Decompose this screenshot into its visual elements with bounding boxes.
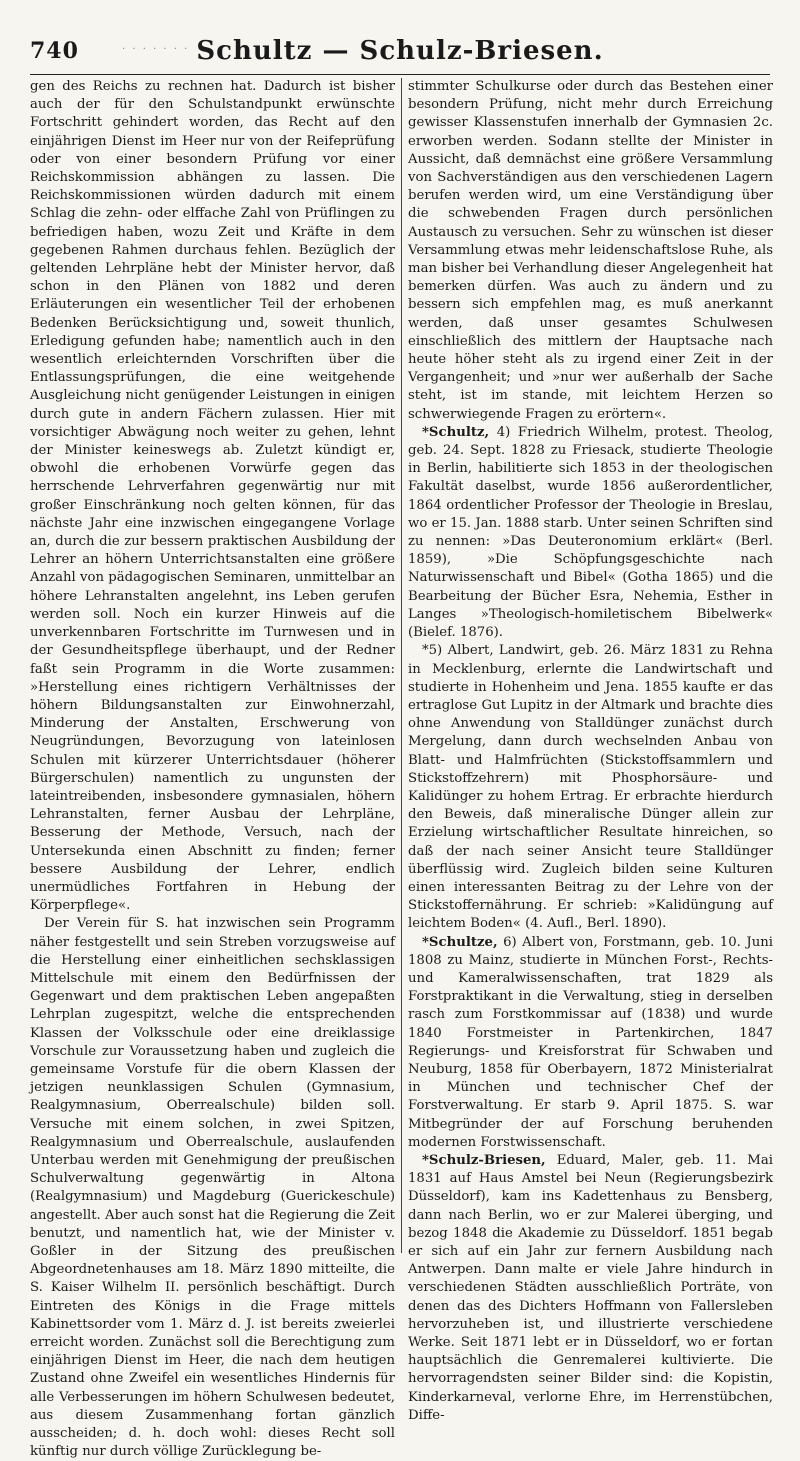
paragraph: stimmter Schulkurse oder durch das Bestehen einer besondern Prüfung, nicht mehr durch Erreichung gewisser Klassenstufen innerhalb der Gymnasien 2c. erworben werden. Sodann stellte der Minister in Aussicht, daß demnächst eine größere Versammlung von Sachverständigen aus den verschiedenen Lagern berufen werden wird, um eine Verständigung über die schwebenden Fragen durch persönlichen Austausch zu versuchen. Sehr zu wünschen ist dieser Versammlung etwas mehr leidenschaftslose Ruhe, als man bisher bei Verhandlung dieser Angelegenheit hat bemerken dürfen. Was auch zu ändern und zu bessern sich empfehlen mag, es muß anerkannt werden, daß unser gesamtes Schulwesen einschließlich des mittlern der Hauptsache nach heute höher steht als zu irgend einer Zeit in der Vergangenheit; und »nur wer außerhalb der Sache steht, ist im stande, mit leichtem Herzen so schwerwiegende Fragen zu erörtern«. — [408, 79, 773, 422]
entry-text: 4) Friedrich Wilhelm, protest. Theolog, geb. 24. Sept. 1828 zu Friesack, studierte Theologie in Berlin, habilitierte sich 1853 in der theologischen Fakultät daselbst, wurde 1856 außerordentlicher, 1864 ordentlicher Professor der Theologie in Breslau, wo er 15. Jan. 1888 starb. Unter seinen Schriften sind zu nennen: »Das Deuteronomium erklärt« (Berl. 1859), »Die Schöpfungsgeschichte nach Naturwissenschaft und Bibel« (Gotha 1865) und die Bearbeitung der Bücher Esra, Nehemia, Esther in Langes »Theologisch-homiletischem Bibelwerk« (Bielef. 1876). — [408, 424, 773, 641]
page-header — [30, 28, 770, 70]
entry-headword: *Schultze, — [422, 934, 498, 950]
entry-text: Eduard, Maler, geb. 11. Mai 1831 auf Haus Amstel bei Neun (Regierungsbezirk Düsseldorf), kam ins Kadettenhaus zu Bensberg, dann nach Berlin, wo er zur Malerei überging, und bezog 1848 die Akademie zu Düsseldorf. 1851 begab er sich auf ein Jahr zur fernern Ausbildung nach Antwerpen. Dann malte er viele Jahre hindurch in verschiedenen Städten ausschließlich Porträte, von denen das des Dichters Hoffmann von Fallersleben hervorzuheben ist, und illustrierte verschiedene Werke. Seit 1871 lebt er in Düsseldorf, wo er fortan hauptsächlich die Genremalerei kultivierte. Die hervorragendsten seiner Bilder sind: die Kopistin, Kinderkarneval, verlorne Ehre, im Herrenstübchen, Diffe- — [408, 1152, 773, 1423]
header-rule — [30, 74, 770, 75]
paragraph: gen des Reichs zu rechnen hat. Dadurch ist bisher auch der für den Schulstandpunkt erwünschte Fortschritt gehindert worden, das Recht auf den einjährigen Dienst im Heer nur von der Reifeprüfung oder von einer besondern Prüfung vor einer Reichskommission abhängen zu lassen. Die Reichskommissionen würden dadurch mit einem Schlag die zehn- oder elffache Zahl von Prüflingen zu befriedigen haben, wozu Zeit und Kräfte in dem gegebenen Rahmen durchaus fehlen. Bezüglich der geltenden Lehrpläne hebt der Minister hervor, daß schon in den Plänen von 1882 und deren Erläuterungen ein wesentlicher Teil der erhobenen Bedenken Berücksichtigung und, soweit thunlich, Erledigung gefunden habe; namentlich auch in den wesentlich erleichternden Vorschriften über die Entlassungsprüfungen, die eine weitgehende Ausgleichung nicht genügender Leistungen in einigen durch gute in andern Fächern zulassen. Hier mit vorsichtiger Abwägung noch weiter zu gehen, lehnt der Minister keineswegs ab. Zuletzt kündigt er, obwohl die erhobenen Vorwürfe gegen das herrschende Lehrverfahren gegenwärtig nur mit großer Einschränkung noch gelten können, für das nächste Jahr eine inzwischen eingegangene Vorlage an, durch die zur bessern praktischen Ausbildung der Lehrer an höhern Unterrichtsanstalten eine größere Anzahl von pädagogischen Seminaren, unmittelbar an höhere Lehranstalten angelehnt, ins Leben gerufen werden soll. Noch ein kurzer Hinweis auf die unverkennbaren Fortschritte im Turnwesen und in der Gesundheitspflege überhaupt, und der Redner faßt sein Programm in die Worte zusammen: »Herstellung eines richtigern Verhältnisses der höhern Bildungsanstalten zur Einwohnerzahl, Minderung der Anstalten, Erschwerung von Neugründungen, Bevorzugung von lateinlosen Schulen mit kürzerer Unterrichtsdauer (höherer Bürgerschulen) namentlich zu ungunsten der lateintreibenden, insbesondere gymnasialen, höhern Lehranstalten, ferner Ausbau der Lehrpläne, Besserung der Methode, Versuch, nach der Untersekunda einen Abschnitt zu finden; ferner bessere Ausbildung der Lehrer, endlich unermüdliches Fortfahren in Hebung der Körperpflege«. — [30, 79, 395, 914]
entry-schultz-5 — [408, 642, 773, 933]
right-column — [408, 78, 773, 1423]
entry-text: 6) Albert von, Forstmann, geb. 10. Juni 1808 zu Mainz, studierte in München Forst-, Rechts- und Kameralwissenschaften, trat 1829 als Forstpraktikant in die Verwaltung, stieg in derselben rasch zum Forstkommissar auf (1838) und wurde 1840 Forstmeister in Partenkirchen, 1847 Regierungs- und Kreisforstrat für Schwaben und Neuburg, 1858 für Oberbayern, 1872 Ministerialrat in München und technischer Chef der Forstverwaltung. Er starb 9. April 1875. S. war Mitbegründer der auf Forschung beruhenden modernen Forstwissenschaft. — [408, 934, 773, 1150]
entry-schulz-briesen — [408, 1152, 773, 1425]
entry-headword: *Schultz, — [422, 424, 490, 440]
header-ornament: · · · · · · · — [122, 44, 190, 55]
entry-schultze-6 — [408, 934, 773, 1152]
running-head: Schultz — Schulz-Briesen. — [196, 36, 604, 66]
entry-schultz-4 — [408, 424, 773, 642]
page-number: 740 — [30, 38, 79, 64]
entry-headword: *Schulz-Briesen, — [422, 1152, 546, 1168]
column-divider — [401, 78, 402, 1253]
paragraph: Der Verein für S. hat inzwischen sein Programm näher festgestellt und sein Streben vorzugsweise auf die Herstellung einer einheitlichen sechsklassigen Mittelschule mit einem den Bedürfnissen der Gegenwart und dem praktischen Leben angepaßten Lehrplan zugespitzt, welche die entsprechenden Klassen der Volksschule oder eine dreiklassige Vorschule zur Voraussetzung haben und zugleich die gemeinsame Vorstufe für die obern Klassen der jetzigen neunklassigen Schulen (Gymnasium, Realgymnasium, Oberrealschule) bilden soll. Versuche mit einem solchen, in zwei Spitzen, Realgymnasium und Oberrealschule, auslaufenden Unterbau werden mit Genehmigung der preußischen Schulverwaltung gegenwärtig in Altona (Realgymnasium) und Magdeburg (Guerickeschule) angestellt. Aber auch sonst hat die Regierung die Zeit benutzt, und namentlich hat, wie der Minister v. Goßler in der Sitzung des preußischen Abgeordnetenhauses am 18. März 1890 mitteilte, die S. Kaiser Wilhelm II. persönlich beschäftigt. Durch Eintreten des Königs in die Frage mittels Kabinettsorder vom 1. März d. J. ist bereits zweierlei erreicht worden. Zunächst soll die Berechtigung zum einjährigen Dienst im Heer, die nach dem heutigen Zustand ohne Zweifel ein wesentliches Hindernis für alle Verbesserungen im höhern Schulwesen bedeutet, aus diesem Zusammenhang fortan gänzlich ausscheiden; d. h. doch wohl: dieses Recht soll künftig nur durch völlige Zurücklegung be- — [30, 916, 395, 1460]
entry-text: *5) Albert, Landwirt, geb. 26. März 1831 zu Rehna in Mecklenburg, erlernte die Landwirtschaft und studierte in Hohenheim und Jena. 1855 kaufte er das ertraglose Gut Lupitz in der Altmark und brachte dies ohne Anwendung von Stalldünger zunächst durch Mergelung, dann durch wechselnden Anbau von Blatt- und Halmfrüchten (Stickstoffsammlern und Stickstoffzehrern) mit Phosphorsäure- und Kalidünger zu hohem Ertrag. Er erbrachte hierdurch den Beweis, daß mineralische Dünger allein zur Erzielung wirtschaftlicher Resultate hinreichen, so daß der nach seiner Ansicht teure Stalldünger überflüssig wird. Zugleich bilden seine Kulturen einen interessanten Beitrag zu der Lehre von der Stickstoffernährung. Er schrieb: »Kalidüngung auf leichtem Boden« (4. Aufl., Berl. 1890). — [408, 643, 773, 932]
left-column — [30, 78, 395, 1460]
